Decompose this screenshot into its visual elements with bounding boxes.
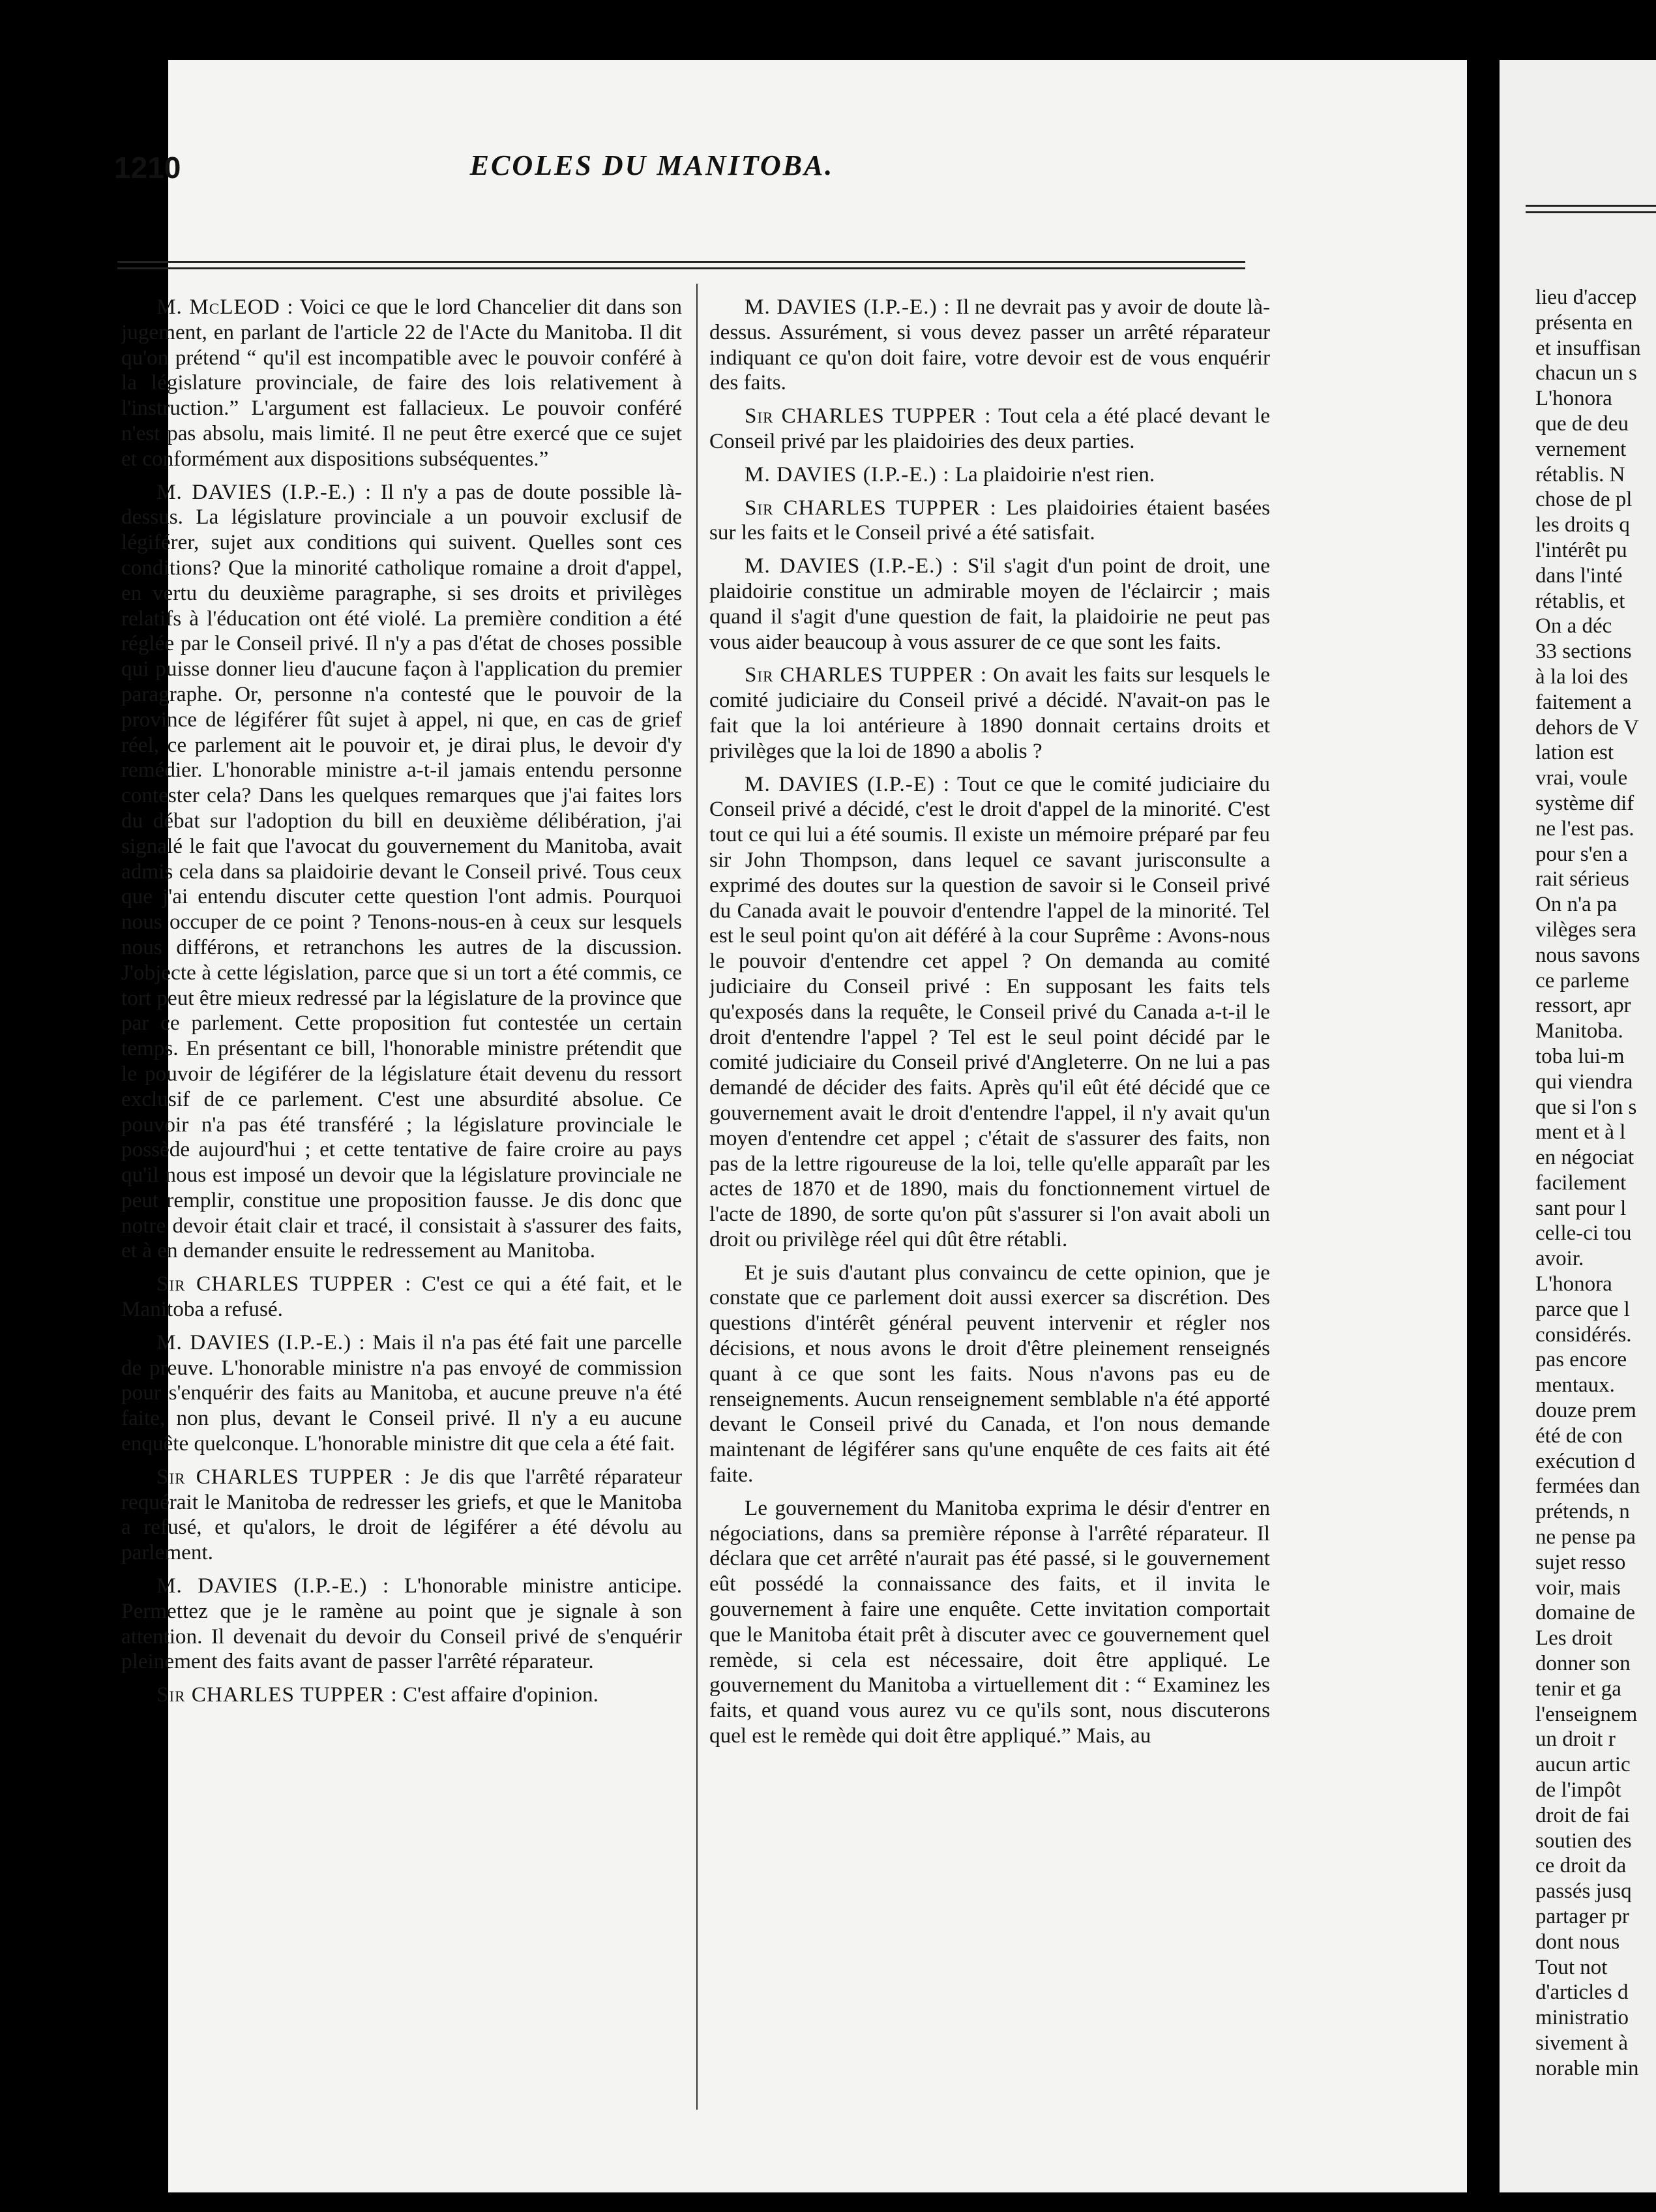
speaker-name: M. McLEOD : <box>156 295 294 319</box>
adjacent-line: rétablis. N <box>1535 462 1625 486</box>
adjacent-line: voir, mais <box>1535 1576 1621 1600</box>
paragraph <box>121 295 682 472</box>
adjacent-line: facilement <box>1535 1171 1627 1195</box>
speaker-name: M. DAVIES (I.P.-E.) : <box>156 1330 366 1354</box>
adjacent-page-rule <box>1526 205 1656 207</box>
adjacent-line: tenir et ga <box>1535 1677 1621 1701</box>
adjacent-line: vernement <box>1535 437 1627 461</box>
running-title: ECOLES DU MANITOBA. <box>469 149 835 181</box>
adjacent-line: à la loi des <box>1535 665 1629 689</box>
adjacent-line: sujet resso <box>1535 1550 1626 1574</box>
paragraph <box>709 554 1270 655</box>
paragraph-text: Et je suis d'autant plus convaincu de cette opinion, que je constate que ce parlement doit aussi exercer sa discrétion. Des questions d'intérêt général peuvent intervenir et régler nos décisions, et nous avons le droit d'être pleinement renseignés quant à ce que sont les faits. Nous n'avons pas eu de renseignements. Aucun renseignement semblable n'a été apporté devant le Conseil privé du Canada, et l'on nous demande maintenant de légiférer sans qu'une enquête de ces faits ait été faite. <box>709 1260 1270 1487</box>
paragraph <box>709 404 1270 455</box>
adjacent-line: ce parleme <box>1535 968 1629 993</box>
adjacent-line: présenta en <box>1535 310 1633 335</box>
adjacent-line: vrai, voule <box>1535 766 1628 790</box>
adjacent-line: en négociat <box>1535 1146 1634 1170</box>
paragraph <box>709 1261 1270 1488</box>
adjacent-line: pour s'en a <box>1535 842 1628 866</box>
paragraph <box>709 772 1270 1253</box>
adjacent-line: vilèges sera <box>1535 918 1636 942</box>
header-rule-bottom <box>117 267 1245 269</box>
adjacent-line: système dif <box>1535 791 1634 815</box>
adjacent-line: qui viendra <box>1535 1069 1633 1094</box>
adjacent-line: chacun un s <box>1535 361 1637 385</box>
adjacent-line: lation est <box>1535 741 1614 765</box>
adjacent-line: les droits q <box>1535 513 1630 537</box>
column-divider <box>696 284 698 2110</box>
adjacent-line: donner son <box>1535 1652 1631 1676</box>
adjacent-line: On a déc <box>1535 614 1612 638</box>
adjacent-line: sivement à <box>1535 2031 1629 2055</box>
paragraph-text: C'est affaire d'opinion. <box>403 1682 599 1707</box>
adjacent-line: avoir. <box>1535 1247 1584 1271</box>
adjacent-line: ce droit da <box>1535 1854 1627 1878</box>
paragraph <box>709 663 1270 764</box>
adjacent-line: d'articles d <box>1535 1980 1629 2005</box>
paragraph-text: On avait les faits sur lesquels le comité judiciaire du Conseil privé a décidé. N'avait-on pas le fait que la loi antérieure à 1890 donnait certains droits et privilèges que la loi de 1890 a abolis ? <box>709 663 1270 763</box>
adjacent-page-text <box>1535 285 1656 2082</box>
right-column <box>709 295 1270 2095</box>
left-column <box>121 295 682 2095</box>
paragraph-text: C'est ce qui a été fait, et le Manitoba a refusé. <box>121 1272 682 1322</box>
adjacent-line: été de con <box>1535 1424 1623 1448</box>
adjacent-line: nous savons <box>1535 943 1640 967</box>
adjacent-line: celle-ci tou <box>1535 1221 1632 1246</box>
paragraph <box>121 1272 682 1323</box>
adjacent-line: un droit r <box>1535 1727 1616 1752</box>
adjacent-line: fermées dan <box>1535 1474 1640 1499</box>
adjacent-line: 33 sections <box>1535 640 1632 664</box>
adjacent-line: dehors de V <box>1535 715 1639 740</box>
paragraph <box>121 1330 682 1457</box>
paragraph-text: L'honorable ministre anticipe. Permettez que je le ramène au point que je signale à son attention. Il devenait du devoir du Conseil privé de s'enquérir pleinement des faits avant de passer l'arrêté réparateur. <box>121 1574 682 1674</box>
adjacent-line: On n'a pa <box>1535 893 1618 917</box>
speaker-name: Sir CHARLES TUPPER : <box>156 1682 398 1707</box>
adjacent-line: Tout not <box>1535 1955 1608 1979</box>
paragraph-text: S'il s'agit d'un point de droit, une plaidoirie constitue un admirable moyen de l'éclaircir ; mais quand il s'agit d'une question de fait, la plaidoirie ne peut pas vous aider beaucoup à vous assurer de ce que sont les faits. <box>709 554 1270 654</box>
adjacent-line: faitement a <box>1535 690 1632 714</box>
adjacent-line: droit de fai <box>1535 1803 1630 1827</box>
speaker-name: Sir CHARLES TUPPER : <box>745 663 988 687</box>
adjacent-line: que de deu <box>1535 411 1629 436</box>
speaker-name: Sir CHARLES TUPPER : <box>156 1272 412 1296</box>
adjacent-line: Manitoba. <box>1535 1019 1623 1043</box>
adjacent-line: l'intérêt pu <box>1535 538 1627 562</box>
adjacent-page-rule <box>1526 211 1656 213</box>
adjacent-line: et insuffisan <box>1535 336 1641 360</box>
adjacent-line: exécution d <box>1535 1449 1636 1473</box>
adjacent-line: prétends, n <box>1535 1500 1630 1524</box>
adjacent-line: domaine de <box>1535 1601 1636 1625</box>
adjacent-line: Les droit <box>1535 1626 1613 1651</box>
paragraph-text: Tout cela a été placé devant le Conseil privé par les plaidoiries des deux parties. <box>709 404 1270 453</box>
speaker-name: M. DAVIES (I.P.-E.) : <box>156 1574 390 1598</box>
adjacent-line: lieu d'accep <box>1535 286 1637 309</box>
speaker-name: Sir CHARLES TUPPER : <box>156 1464 411 1489</box>
paragraph-text: Il ne devrait pas y avoir de doute là-dessus. Assurément, si vous devez passer un arrêté réparateur indiquant ce qu'on doit faire, votre devoir est de vous enquérir des faits. <box>709 295 1270 395</box>
adjacent-line: rétablis, et <box>1535 589 1625 613</box>
adjacent-line: douze prem <box>1535 1399 1636 1423</box>
adjacent-line: l'enseignem <box>1535 1702 1638 1726</box>
page-header <box>114 137 1190 196</box>
adjacent-line: de l'impôt <box>1535 1778 1621 1802</box>
paragraph-text: Le gouvernement du Manitoba exprima le désir d'entrer en négociations, dans sa première réponse à l'arrêté réparateur. Il déclara que cet arrêté n'aurait pas été passé, si le gouvernement eût possédé la connaissance des faits, et il invita le gouvernement à faire une enquête. Cette invitation comportait que le Manitoba était prêt à discuter avec ce gouvernement quel remède, si cela est nécessaire, doit être appliqué. Le gouvernement du Manitoba a virtuellement dit : “ Examinez les faits, et quand vous aurez vu ce qu'ils sont, nous discuterons quel est le remède qui doit être appliqué.” Mais, au <box>709 1495 1270 1748</box>
paragraph-text: Voici ce que le lord Chancelier dit dans son jugement, en parlant de l'article 22 de l'Acte du Manitoba. Il dit qu'on prétend “ qu'il est incompatible avec le pouvoir conféré à la législature provinciale, de faire des lois relativement à l'instruction.” L'argument est fallacieux. Le pouvoir conféré n'est pas absolu, mais limité. Il ne peut être exercé que ce sujet et conformément aux dispositions subséquentes.” <box>121 295 682 471</box>
adjacent-line: pas encore <box>1535 1348 1627 1372</box>
adjacent-line: dans l'inté <box>1535 563 1623 588</box>
speaker-name: M. DAVIES (I.P.-E.) : <box>745 554 959 578</box>
speaker-name: M. DAVIES (I.P.-E.) : <box>156 479 372 504</box>
adjacent-page <box>1500 60 1656 2192</box>
paragraph-text: Mais il n'a pas été fait une parcelle de preuve. L'honorable ministre n'a pas envoyé de commission pour s'enquérir des faits au Manitoba, et aucune preuve n'a été faite, non plus, devant le Conseil privé. Il n'y a eu aucune enquête quelconque. L'honorable ministre dit que cela a été fait. <box>121 1330 682 1456</box>
adjacent-line: chose de pl <box>1535 488 1633 512</box>
adjacent-line: toba lui-m <box>1535 1044 1625 1068</box>
paragraph-text: Il n'y a pas de doute possible là-dessus. La législature provinciale a un pouvoir exclusif de légiférer, sujet aux conditions qui suivent. Quelles sont ces conditions? Que la minorité catholique romaine a droit d'appel, en vertu du deuxième paragraphe, si ses droits et privilèges relatifs à l'éducation ont été violé. La première condition a été réglée par le Conseil privé. Il n'y a pas d'état de choses possible qui puisse donner lieu d'aucune façon à l'application du premier paragraphe. Or, personne n'a contesté que le pouvoir de la province de légiférer fût sujet à appel, ni que, en cas de grief réel, ce parlement ait le pouvoir et, je dirai plus, le devoir d'y remédier. L'honorable ministre a-t-il jamais entendu personne contester cela? Dans les quelques remarques que j'ai faites lors du débat sur l'adoption du bill en deuxième délibération, j'ai signalé le fait que l'avocat du gouvernement du Manitoba, avait admis cela dans sa plaidoirie devant le Conseil privé. Tous ceux que j'ai entendu discuter cette question l'ont admis. Pourquoi nous occuper de ce point ? Tenons-nous-en à ceux sur lesquels nous différons, et retranchons les autres de la discussion. J'objecte à cette législation, parce que si un tort a été commis, ce tort peut être mieux redressé par la législature de la province que par ce parlement. Cette proposition fut contestée un certain temps. En présentant ce bill, l'honorable ministre prétendit que le pouvoir de légiférer de la législature était devenu du ressort exclusif de ce parlement. C'est une absurdité absolue. Ce pouvoir n'a pas été transféré ; la législature provinciale le possède aujourd'hui ; et cette tentative de faire croire au pays qu'il nous est imposé un devoir que la législature provinciale ne peut remplir, constitue une proposition fausse. Je dis donc que notre devoir était clair et tracé, il consistait à s'assurer des faits, et à en demander ensuite le redressement au Manitoba. <box>121 479 682 1263</box>
adjacent-line: que si l'on s <box>1535 1095 1637 1119</box>
speaker-name: M. DAVIES (I.P.-E) : <box>745 771 951 796</box>
adjacent-line: ne l'est pas. <box>1535 816 1634 841</box>
adjacent-line: ment et à l <box>1535 1120 1626 1144</box>
speaker-name: Sir CHARLES TUPPER : <box>745 495 997 520</box>
adjacent-line: dont nous <box>1535 1930 1620 1954</box>
adjacent-line: ressort, apr <box>1535 994 1631 1018</box>
page-number: 1210 <box>114 151 181 185</box>
paragraph <box>121 1574 682 1675</box>
adjacent-line: ne pense pa <box>1535 1525 1636 1549</box>
paragraph <box>709 295 1270 396</box>
paragraph-text: La plaidoirie n'est rien. <box>954 462 1155 486</box>
paragraph <box>709 1496 1270 1749</box>
paragraph-text: Je dis que l'arrêté réparateur requérait le Manitoba de redresser les griefs, et que le Manitoba a refusé, et qu'alors, le droit de légiférer a été dévolu au parlement. <box>121 1464 682 1565</box>
speaker-name: M. DAVIES (I.P.-E.) : <box>745 462 950 486</box>
adjacent-line: passés jusq <box>1535 1879 1632 1904</box>
paragraph-text: Les plaidoiries étaient basées sur les faits et le Conseil privé a été satisfait. <box>709 495 1270 545</box>
adjacent-line: parce que l <box>1535 1297 1630 1321</box>
adjacent-line: partager pr <box>1535 1905 1629 1928</box>
paragraph <box>121 1682 682 1708</box>
adjacent-line: ministratio <box>1535 2006 1629 2030</box>
paragraph <box>709 496 1270 546</box>
paragraph <box>709 462 1270 488</box>
header-rule-top <box>117 261 1245 263</box>
adjacent-line: sant pour l <box>1535 1196 1627 1220</box>
adjacent-line: soutien des <box>1535 1829 1632 1853</box>
adjacent-line: aucun artic <box>1535 1753 1631 1777</box>
adjacent-line: L'honora <box>1535 1272 1612 1296</box>
paragraph-text: Tout ce que le comité judiciaire du Conseil privé a décidé, c'est le droit d'appel de la minorité. C'est tout ce qui lui a été soumis. Il existe un mémoire préparé par feu sir John Thompson, dans lequel ce savant jurisconsulte a exprimé des doutes sur la question de savoir si le Conseil privé du Canada avait le pouvoir d'entendre l'appel de la minorité. Tel est le seul point qu'on ait déféré à la cour Suprême : Avons-nous le pouvoir d'entendre cet appel ? On demanda au comité judiciaire du Conseil privé : En supposant les faits tels qu'exposés dans la requête, le Conseil privé du Canada a-t-il le droit d'entendre l'appel ? Tel est le seul point décidé par le comité judiciaire du Conseil privé d'Angleterre. On ne lui a pas demandé de décider des faits. Après qu'il eût été décidé que ce gouvernement avait le droit d'entendre l'appel, il n'y avait qu'un moyen d'entendre cet appel ; c'était de s'assurer des faits, non pas de la lettre rigoureuse de la loi, telle qu'elle apparaît par les actes de 1870 et de 1890, mais du fonctionnement virtuel de l'acte de 1890, de sorte qu'on pût s'assurer si l'on avait aboli un droit ou privilège réel qui dût être rétabli. <box>709 771 1270 1251</box>
adjacent-line: mentaux. <box>1535 1373 1615 1397</box>
adjacent-line: rait sérieus <box>1535 867 1629 891</box>
paragraph <box>121 1465 682 1566</box>
adjacent-line: norable min <box>1535 2056 1639 2080</box>
adjacent-line: L'honora <box>1535 387 1612 411</box>
adjacent-line: considérés. <box>1535 1323 1632 1347</box>
paragraph <box>121 480 682 1264</box>
speaker-name: M. DAVIES (I.P.-E.) : <box>745 295 951 319</box>
speaker-name: Sir CHARLES TUPPER : <box>745 404 992 428</box>
